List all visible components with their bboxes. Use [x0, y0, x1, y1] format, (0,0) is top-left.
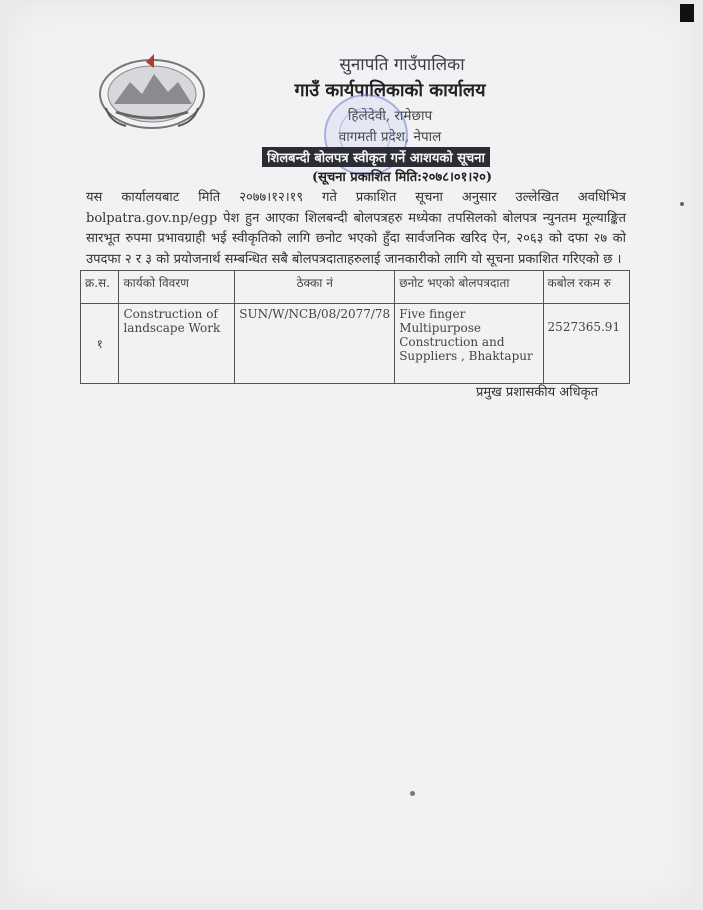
cell-bidder: Five finger Multipurpose Construction and Suppliers , Bhaktapur	[395, 304, 543, 384]
office-name: गाउँ कार्यपालिकाको कार्यालय	[294, 80, 486, 101]
cell-contract-no: SUN/W/NCB/08/2077/78	[235, 304, 395, 384]
table-header-row	[81, 271, 630, 304]
publish-date: (सूचना प्रकाशित मिति:२०७८।०१।२०)	[312, 170, 492, 185]
header-contract-no: ठेक्का नं	[235, 271, 395, 304]
cell-amount: 2527365.91	[543, 304, 629, 384]
address-line-1: हिलेदेवी, रामेछाप	[347, 108, 433, 124]
bid-table	[80, 270, 630, 384]
document-page	[6, 4, 694, 904]
cell-sn: १	[81, 304, 119, 384]
signatory-title: प्रमुख प्रशासकीय अधिकृत	[475, 385, 598, 400]
table-row	[81, 304, 630, 384]
header-amount: कबोल रकम रु	[543, 271, 629, 304]
notice-subject: शिलबन्दी बोलपत्र स्वीकृत गर्ने आशयको सूचना	[262, 147, 490, 167]
municipality-name: सुनापति गाउँपालिका	[339, 55, 465, 75]
scan-speck	[680, 202, 684, 206]
notice-subject-wrap	[6, 147, 694, 167]
address-line-2: वागमती प्रदेश, नेपाल	[338, 129, 442, 145]
header-bidder: छनोट भएको बोलपत्रदाता	[395, 271, 543, 304]
scan-edge	[680, 4, 694, 22]
header-sn: क्र.स.	[81, 271, 119, 304]
notice-body: यस कार्यालयबाट मिति २०७७।१२।१९ गते प्रकाशित सूचना अनुसार उल्लेखित अवधिभित्र bolpatra.gov.np/egp पेश हुन आएका शिलबन्दी बोलपत्रहरु मध्येका तपसिलको बोलपत्र न्युनतम मूल्याङ्कित सारभूत रुपमा प्रभावग्राही भई स्वीकृतिको लागि छनोट भएको हुँदा सार्वजनिक खरिद ऐन, २०६३ को दफा २७ को उपदफा २ र ३ को प्रयोजनार्थ सम्बन्धित सबै बोलपत्रदाताहरुलाई जानकारीको लागि यो सूचना प्रकाशित गरिएको छ ।	[86, 190, 626, 267]
scan-speck	[410, 791, 415, 796]
header-work: कार्यको विवरण	[119, 271, 235, 304]
cell-work: Construction of landscape Work	[119, 304, 235, 384]
